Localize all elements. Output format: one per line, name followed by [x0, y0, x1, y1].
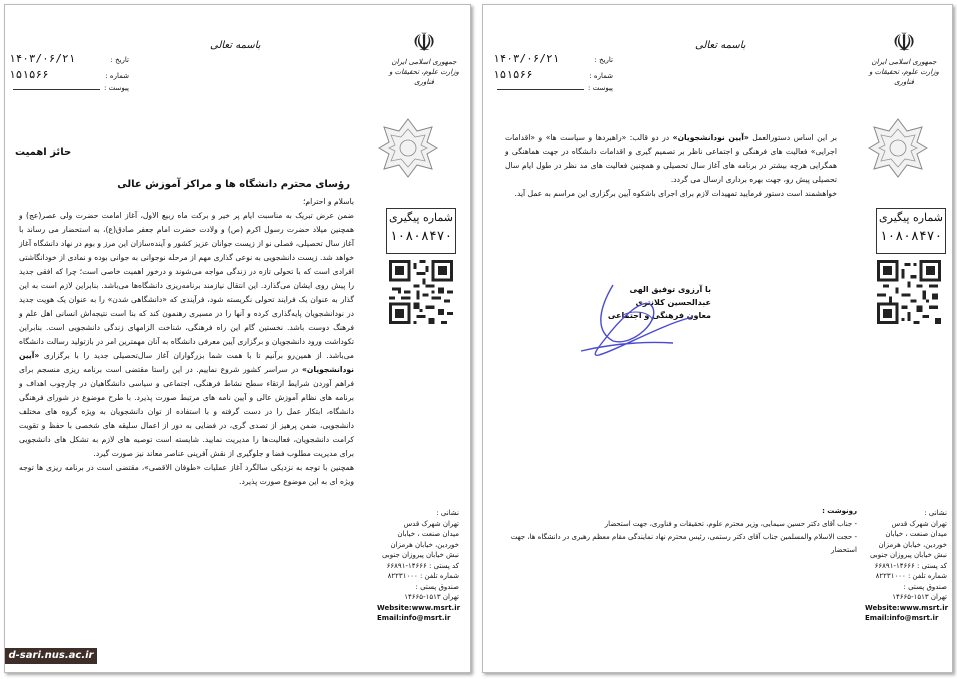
body-paragraph-2: همچنین با توجه به نزدیکی سالگرد آغاز عملیات «طوفان الاقصی»، مقتضی است در برنامه ریزی ها توجه ویژه ای به این موضوع صورت پذیرد. — [19, 463, 354, 486]
event-name: «آیین نودانشجویان» — [19, 351, 354, 374]
qr-code-icon — [877, 260, 941, 324]
qr-code-icon — [389, 260, 453, 324]
recipient-line: رؤسای محترم دانشگاه ها و مراکز آموزش عالی — [117, 179, 350, 190]
pobox-value: تهران ۱۵۱۳-۱۴۶۶۵ — [892, 593, 947, 601]
tracking-label: شماره پیگیری — [879, 211, 943, 224]
emblem-icon: ☫ — [892, 28, 916, 58]
cc-item: - حجت الاسلام والمسلمین جناب آقای دکتر رستمی، رئیس محترم نهاد نمایندگی مقام معظم رهبری در دانشگاه ها، جهت استحضار — [510, 533, 857, 554]
ministry-emblem — [385, 29, 463, 87]
cc-item: - جناب آقای دکتر حسین سیمایی، وزیر محترم علوم، تحقیقات و فناوری، جهت استحضار — [604, 520, 857, 528]
phone-number: شماره تلفن : ۸۲۲۳۱۰۰۰ — [387, 572, 459, 580]
attachment-label: پیوست : — [104, 84, 129, 92]
letter-page-left — [4, 4, 471, 673]
cc-label: رونوشت : — [822, 507, 857, 515]
letter-body — [19, 195, 354, 489]
emblem-line2: وزارت علوم، تحقیقات و فناوری — [869, 68, 939, 86]
postal-code: کد پستی : ۱۴۶۶۶-۶۶۸۹۱ — [874, 561, 947, 570]
pobox-label: صندوق پستی : — [903, 582, 947, 591]
ornament-icon — [867, 117, 929, 179]
ornament-icon — [377, 117, 439, 179]
cc-block — [497, 505, 857, 557]
ministry-emblem — [865, 29, 943, 87]
address-line: میدان صنعت ، خیابان — [397, 530, 459, 538]
emblem-line1: جمهوری اسلامی ایران — [391, 58, 457, 66]
address-line: تهران شهرک قدس — [891, 519, 947, 528]
address-line: نبش خیابان پیروزان جنوبی — [381, 551, 459, 559]
closing-line: با آرزوی توفیق الهی — [629, 285, 711, 294]
date-label: تاریخ : — [594, 56, 613, 64]
website-link[interactable]: Website:www.msrt.ir — [865, 603, 949, 612]
site-watermark: d-sari.nus.ac.ir — [5, 648, 97, 664]
number-value: ۱۵۱۵۶۶ — [493, 68, 533, 81]
pobox-value: تهران ۱۵۱۳-۱۴۶۶۵ — [404, 593, 459, 601]
emblem-line2: وزارت علوم، تحقیقات و فناوری — [389, 68, 459, 86]
tracking-box — [386, 208, 456, 254]
emblem-line1: جمهوری اسلامی ایران — [871, 58, 937, 66]
address-label: نشانی : — [436, 509, 459, 517]
postal-code: کد پستی : ۱۴۶۶۶-۶۶۸۹۱ — [386, 561, 459, 570]
contact-block — [377, 508, 459, 624]
address-line: تهران شهرک قدس — [403, 519, 459, 528]
letter-page-right — [482, 4, 953, 673]
attachment-label: پیوست : — [588, 84, 613, 92]
basmala: باسمه تعالی — [210, 40, 261, 51]
tracking-label: شماره پیگیری — [389, 211, 453, 224]
instructions-paragraph-2: خواهشمند است دستور فرمایید تمهیدات لازم برای اجرای باشکوه آیین برگزاری این مراسم به عمل آید. — [514, 189, 837, 198]
emblem-icon: ☫ — [412, 28, 436, 58]
event-name: «آیین نودانشجویان» — [672, 133, 749, 142]
address-line: میدان صنعت ، خیابان — [885, 530, 947, 538]
address-line: خوردین، خیابان هرمزان — [390, 540, 459, 549]
contact-block — [865, 508, 947, 624]
tracking-number: ۱۰۸۰۸۴۷۰ — [879, 229, 943, 244]
letter-meta — [9, 52, 129, 100]
instructions-body — [505, 131, 837, 201]
website-link[interactable]: Website:www.msrt.ir — [377, 603, 461, 612]
address-label: نشانی : — [924, 509, 947, 517]
salutation: باسلام و احترام؛ — [302, 197, 354, 206]
tracking-number: ۱۰۸۰۸۴۷۰ — [389, 229, 453, 244]
tracking-box — [876, 208, 946, 254]
date-value: ۱۴۰۳/۰۶/۲۱ — [493, 52, 560, 65]
date-value: ۱۴۰۳/۰۶/۲۱ — [9, 52, 76, 65]
signer-title: معاون فرهنگی و اجتماعی — [607, 311, 711, 320]
urgency-label: حائز اهمیت — [15, 147, 72, 158]
email-link[interactable]: Email:info@msrt.ir — [865, 614, 939, 622]
number-label: شماره : — [105, 72, 129, 80]
date-label: تاریخ : — [110, 56, 129, 64]
signer-name: عبدالحسین کلانتری — [635, 298, 711, 307]
instructions-paragraph-1: بر این اساس دستورالعمل «آیین نودانشجویان» در دو قالب: «راهبردها و سیاست ها» و «اقدامات اجرایی» فعالیت های فرهنگی و اجتماعی ناظر بر تصمیم گیری و اقدامات دانشگاه در جهت هماهنگی و همگرایی هرچه بیشتر در برنامه های آغاز سال تحصیلی و همچنین فعالیت های مد نظر در طول ایام سال تحصیلی پیش رو، جهت بهره برداری ارسال می گردد. — [505, 133, 837, 184]
email-link[interactable]: Email:info@msrt.ir — [377, 614, 451, 622]
pobox-label: صندوق پستی : — [415, 582, 459, 591]
address-line: نبش خیابان پیروزان جنوبی — [869, 551, 947, 559]
number-value: ۱۵۱۵۶۶ — [9, 68, 49, 81]
basmala: باسمه تعالی — [695, 40, 746, 51]
letter-meta — [493, 52, 613, 100]
number-label: شماره : — [589, 72, 613, 80]
signature-icon — [553, 275, 703, 365]
address-line: خوردین، خیابان هرمزان — [878, 540, 947, 549]
phone-number: شماره تلفن : ۸۲۲۳۱۰۰۰ — [875, 572, 947, 580]
body-paragraph-1: ضمن عرض تبریک به مناسبت ایام پر خیر و برکت ماه ربیع الاول، آغاز امامت حضرت ولی عصر(عج) و همچنین میلاد حضرت رسول اکرم (ص) و ولادت حضرت امام جعفر صادق(ع)، به استحضار می رساند با آغاز سال تحصیلی، فصلی نو از زیست جوانان عزیز کشور و آینده‌سازان این مرز و بوم در نهاد دانشگاه آغاز خواهد شد. زیست دانشجویی به نوعی گذاری مهم از مرحله نوجوانی به جوانی بوده و نمادی از خودانگاشتی افرادی است که با تحولی تازه در زندگی مواجه می‌شوند و درخور اهمیت خاصی است؛ چرا که افقی جدید را پیش روی ایشان می‌گذارد. این انتقال نیازمند برنامه‌ریزی دانشگاه‌ها می‌باشد. بنابراین لازم است به این گذار به عنوان یک فرایند تحولی نگریسته شود، فرآیندی که «دانشگاهی شدن» را به عنوان یک هویت جدید در نودانشجویان پایه‌گذاری کرده و آنها را در مسیری رهنمون کند که بنا است نتیجه‌اش انسانی اهل علم و فرهنگ دوست باشد. نخستین گام این راه فرهنگی، شناخت الزامهای زندگی دانشجویی است. بنابراین تکوداشت ورود دانشجویان و برگزاری آیین معرفی دانشگاه به آنان مهمترین امر در بازتولید رسالت دانشگاه می‌باشد. از همین‌رو برآنیم تا با همت شما بزرگواران آغاز سال‌تحصیلی جدید را با برگزاری «آیین نودانشجویان» در سراسر کشور شروع نماییم. در این راستا مقتضی است برنامه ریزی منسجم برای فراهم آوردن شرایط ارتقاء سطح نشاط فرهنگی، اجتماعی و سیاسی دانشگاهیان در چارچوب اهداف و برنامه های نظام آموزش عالی و آیین نامه های مرتبط صورت پذیرد. با طرح موضوع در شورای فرهنگی دانشگاه، ابتکار عمل را در دست گرفته و با استفاده از توان دانشجویان به ویژه گروه های مختلف دانشجویی، ضمن پرهیز از تصدی گری، در فضایی به دور از اعمال سلیقه های شخصی با حفظ و تقویت کرامت دانشجویان، فعالیت‌ها را مدیریت نمایید. شایسته است توصیه های لازم به تشکل های دانشجویی برای مدیریت مطلوب فضا و جلوگیری از نقش آفرینی عناصر معاند نیز صورت گیرد. — [19, 211, 354, 458]
